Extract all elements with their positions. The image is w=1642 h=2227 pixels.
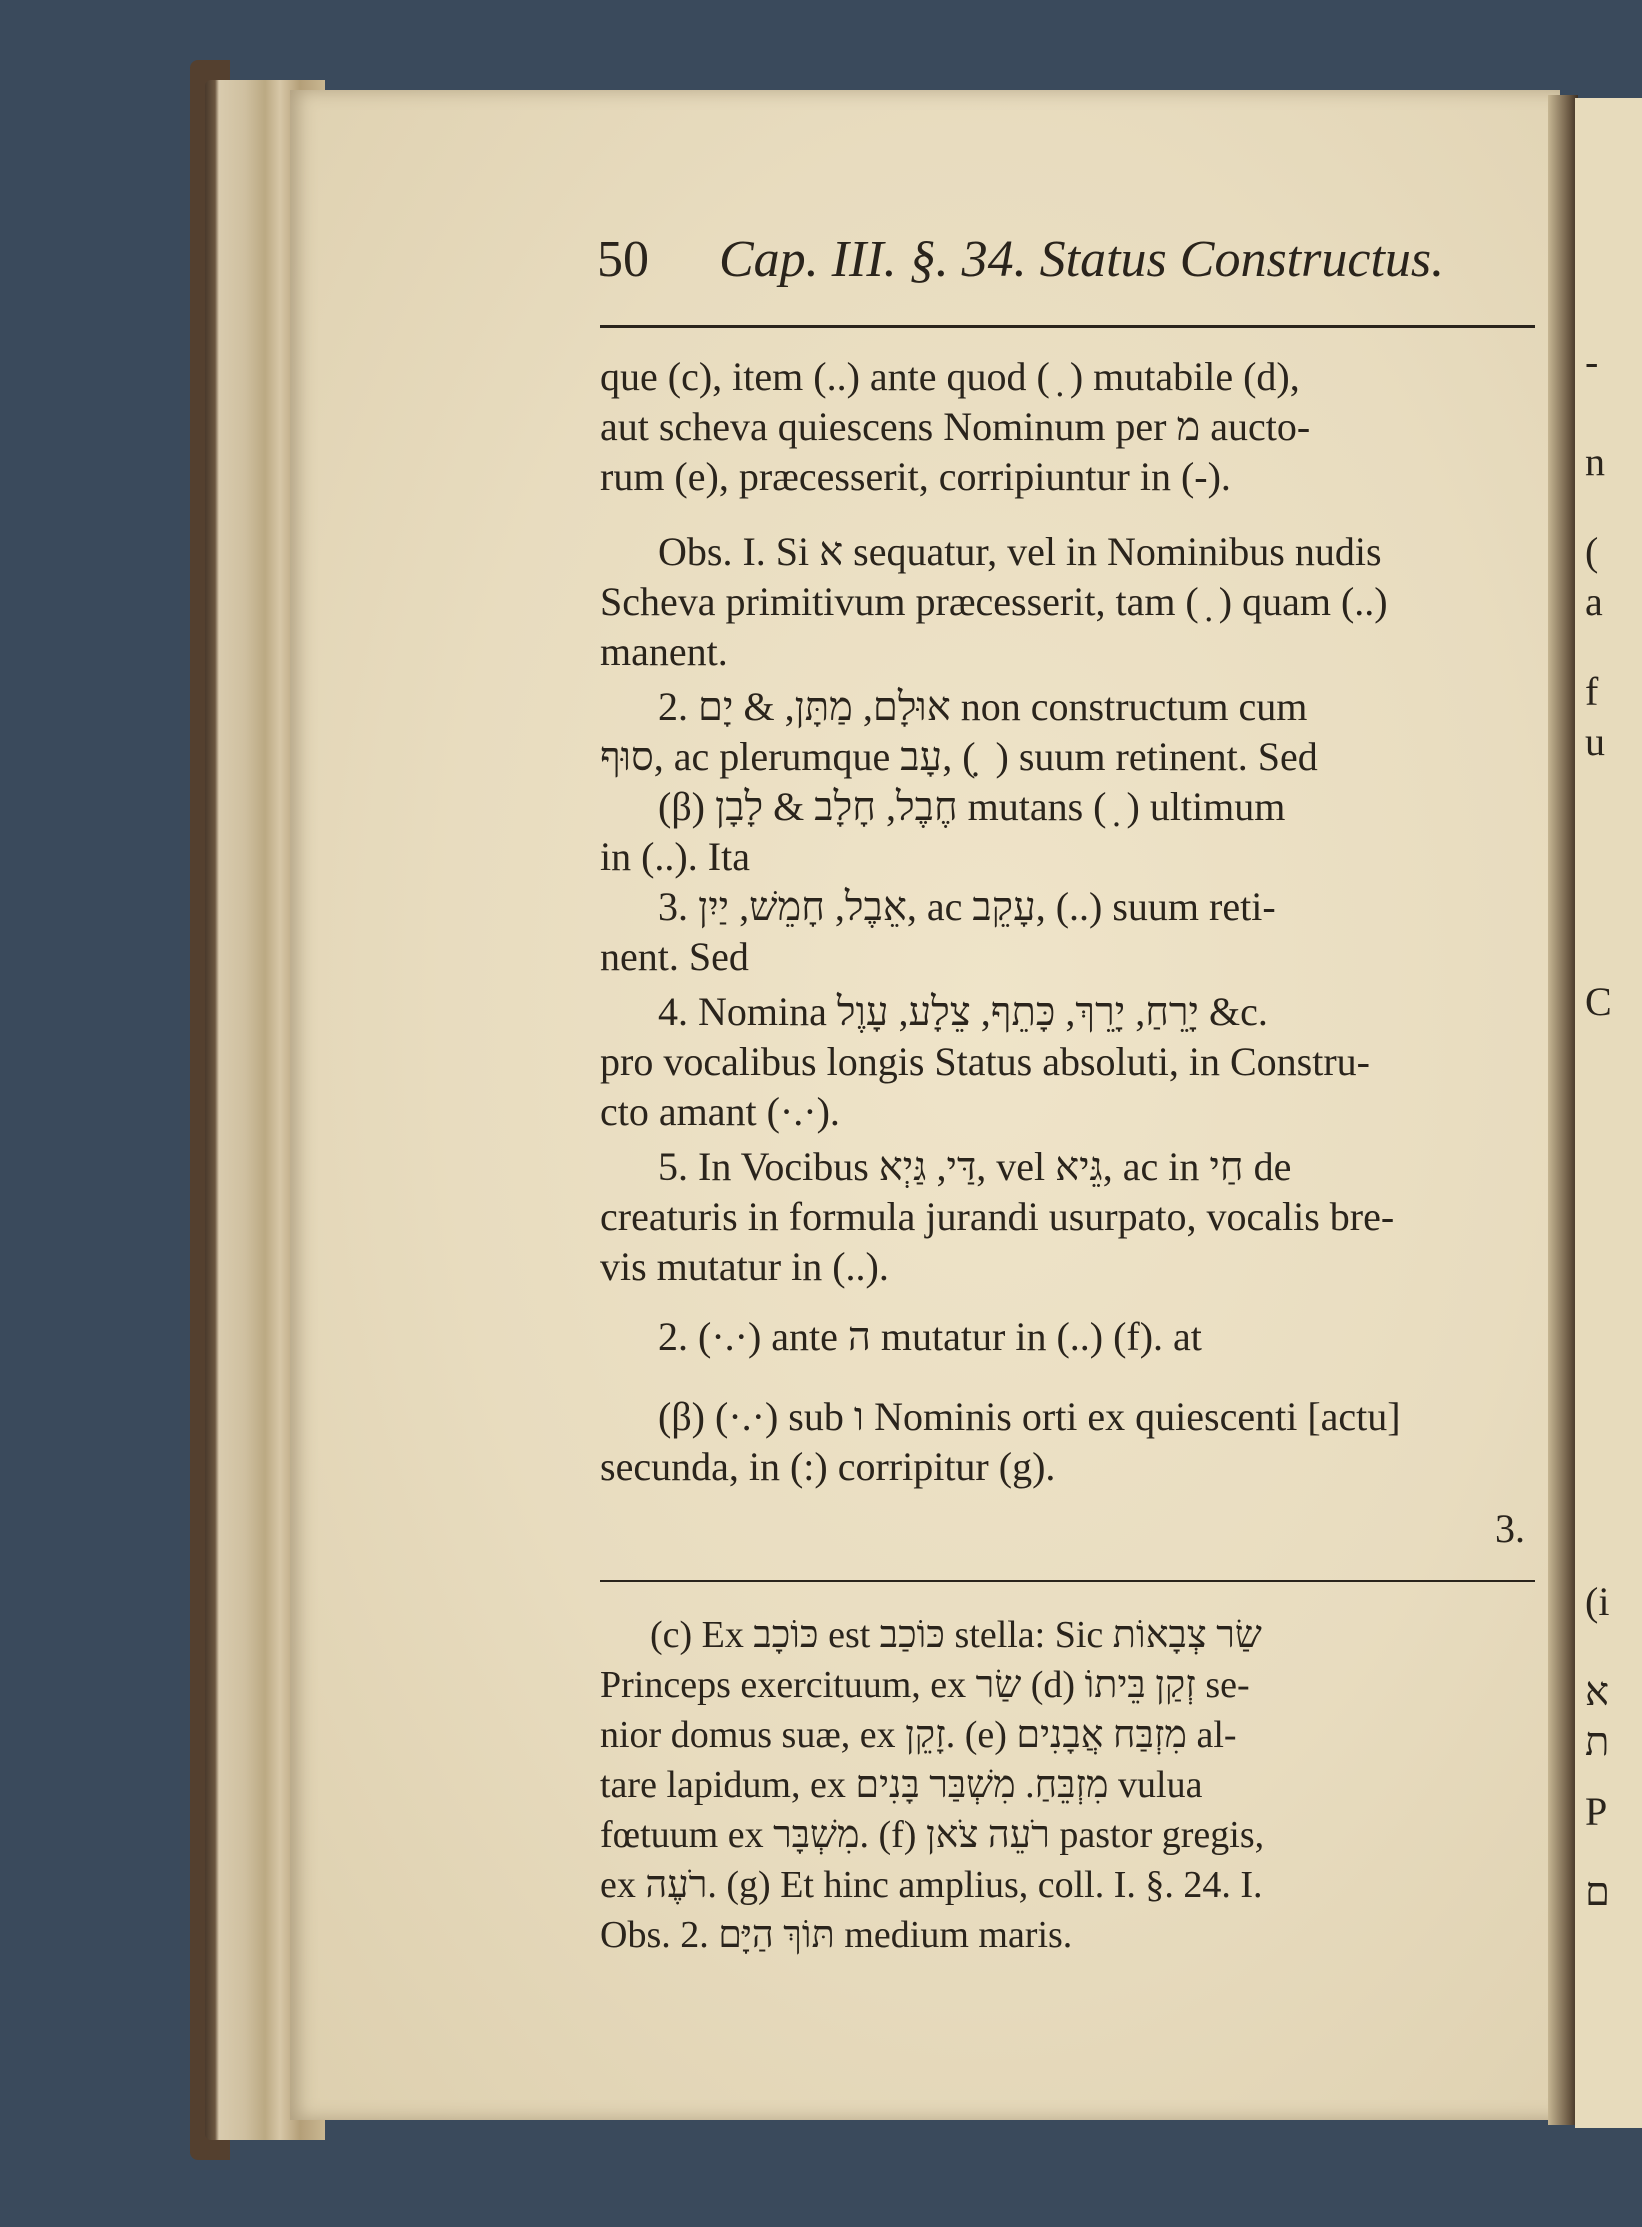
text-line: nent. Sed bbox=[600, 934, 749, 979]
text-line: 5. In Vocibus דַּי, גַּיְא, vel גֵּיא, ac in חַי de bbox=[658, 1144, 1292, 1189]
footnote-line: tare lapidum, ex מִזְבֵּחַ. מִשְׁבַּר בָּנִים vulua bbox=[600, 1764, 1203, 1806]
text-line: in (..). Ita bbox=[600, 834, 750, 879]
facing-page-fragment: ( bbox=[1585, 529, 1599, 574]
main-text bbox=[600, 352, 1535, 1492]
text-line: vis mutatur in (..). bbox=[600, 1244, 889, 1289]
text-line: rum (e), præcesserit, corripiuntur in (-). bbox=[600, 454, 1231, 499]
text-line: secunda, in (:) corripitur (g). bbox=[600, 1444, 1056, 1489]
footnote-line: Princeps exercituum, ex שַׂר (d) זְקַן בֵּיתוֹ se- bbox=[600, 1664, 1250, 1706]
page-header bbox=[597, 230, 1532, 290]
text-line: pro vocalibus longis Status absoluti, in Constru- bbox=[600, 1039, 1370, 1084]
footnote-line: Obs. 2. תּוֹךְ הַיָּם medium maris. bbox=[600, 1914, 1073, 1956]
book-gutter bbox=[1548, 95, 1578, 2125]
text-line: que (c), item (..) ante quod ( ̣ ) mutabile (d), bbox=[600, 354, 1300, 399]
facing-page-fragment: C bbox=[1585, 979, 1612, 1024]
footnote-line: nior domus suæ, ex זָקֵן. (e) מִזְבַּח אֲבָנִים al- bbox=[600, 1714, 1237, 1756]
facing-page-fragment: (i bbox=[1585, 1579, 1610, 1624]
catchword: 3. bbox=[1495, 1506, 1525, 1551]
facing-page-fragment: ם bbox=[1585, 1869, 1610, 1914]
text-line: manent. bbox=[600, 629, 728, 674]
page-number: 50 bbox=[597, 231, 649, 288]
facing-page bbox=[1575, 98, 1642, 2128]
text-line: 2. (·.·) ante ה mutatur in (..) (f). at bbox=[658, 1314, 1202, 1359]
text-line: Obs. I. Si א sequatur, vel in Nominibus nudis bbox=[658, 529, 1382, 574]
facing-page-fragment: ת bbox=[1585, 1719, 1610, 1764]
running-title: Cap. III. §. 34. Status Constructus. bbox=[719, 231, 1445, 288]
footnote-line: fœtuum ex מִשְׁבָּר. (f) רֹעֵה צֹאן pastor gregis, bbox=[600, 1814, 1265, 1856]
text-line: Scheva primitivum præcesserit, tam ( ̣ ) quam (..) bbox=[600, 579, 1388, 624]
text-line: (β) חֶבֶל, חָלָב & לָבָן mutans ( ̣ ) ultimum bbox=[658, 784, 1286, 829]
text-line: (β) (·.·) sub ו Nominis orti ex quiescenti [actu] bbox=[658, 1394, 1401, 1439]
footnote-rule bbox=[600, 1580, 1535, 1582]
facing-page-fragment: n bbox=[1585, 439, 1605, 484]
facing-page-fragment: a bbox=[1585, 579, 1603, 624]
text-line: 3. אֵבֶל, חָמֵשׁ, יַיִן, ac עָקֵב, (..) suum reti- bbox=[658, 884, 1276, 929]
footnote-line: ex רֹעֶה. (g) Et hinc amplius, coll. I. §. 24. I. bbox=[600, 1864, 1263, 1906]
facing-page-fragment: P bbox=[1585, 1789, 1608, 1834]
text-line: cto amant (·.·). bbox=[600, 1089, 840, 1134]
footnote-line: (c) Ex כּוֹכָב est כּוֹכַב stella: Sic שַׂר צְבָאוֹת bbox=[650, 1614, 1262, 1656]
facing-page-fragment: א bbox=[1585, 1669, 1610, 1714]
footnotes bbox=[600, 1610, 1535, 2000]
facing-page-fragment: f bbox=[1585, 669, 1599, 714]
text-line: 2. אוּלָם, מַתָּן, & יָם non constructum cum bbox=[658, 684, 1308, 729]
text-line: סוּף, ac plerumque עָב, ( ̣ ) suum retinent. Sed bbox=[600, 734, 1318, 779]
facing-page-fragment: - bbox=[1585, 339, 1599, 384]
text-line: creaturis in formula jurandi usurpato, vocalis bre- bbox=[600, 1194, 1395, 1239]
header-rule bbox=[600, 325, 1535, 328]
text-line: 4. Nomina יָרֵחַ, יָרֵךְ, כָּתֵף, צֵלָע, עָוֶל &c. bbox=[658, 989, 1268, 1034]
facing-page-fragment: u bbox=[1585, 719, 1605, 764]
text-line: aut scheva quiescens Nominum per מ aucto- bbox=[600, 404, 1311, 449]
